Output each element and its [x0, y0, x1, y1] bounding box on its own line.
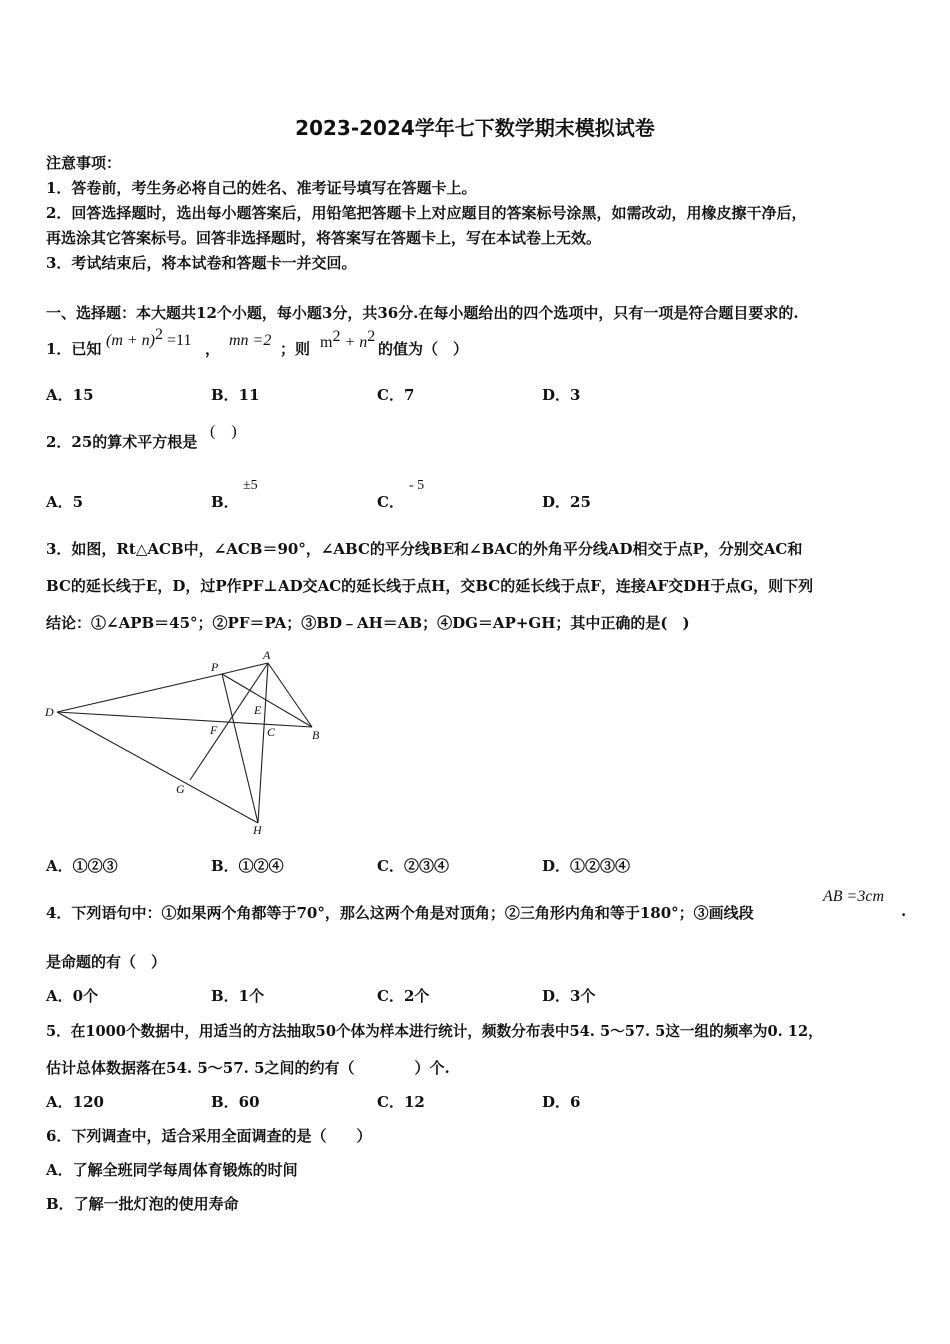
- question-3-line: 结论：①∠APB＝45°；②PF＝PA；③BD﹣AH＝AB；④DG＝AP+GH；其中正确的是( ): [46, 614, 690, 632]
- q2-paren: ( ): [210, 423, 237, 440]
- q1-option-a: A．15: [46, 386, 94, 404]
- q2-option-b: B．: [211, 493, 239, 511]
- q1-prefix: 1．已知: [46, 340, 102, 358]
- segment-PA: [222, 663, 268, 674]
- question-1: [46, 338, 101, 359]
- q4-dot: .: [901, 902, 907, 920]
- q1-option-c: C．7: [377, 386, 415, 404]
- question-3-line: 3．如图，Rt△ACB中，∠ACB＝90°，∠ABC的平分线BE和∠BAC的外角平分线AD相交于点P，分别交AC和: [46, 540, 803, 558]
- notice-item: 2．回答选择题时，选出每小题答案后，用铅笔把答题卡上对应题目的答案标号涂黑，如需改动，用橡皮擦干净后，: [46, 204, 807, 222]
- q4-option-d: D．3个: [542, 987, 596, 1005]
- q1-expr1: $(m + n)^2 =11$: [106, 326, 192, 349]
- segment-DH: [57, 712, 258, 823]
- q3-option-a: A．①②③: [46, 857, 118, 875]
- q2-option-d: D．25: [542, 493, 591, 511]
- q4-option-b: B．1个: [211, 987, 265, 1005]
- q1-option-d: D．3: [542, 386, 581, 404]
- q4-option-c: C．2个: [377, 987, 430, 1005]
- q1-expr3: $m^2 + n^2$: [320, 328, 376, 351]
- q2-option-a: A．5: [46, 493, 84, 511]
- q2-option-c: C．: [377, 493, 404, 511]
- q2-option-c-math: - 5: [409, 478, 425, 493]
- notice-heading: 注意事项：: [46, 154, 122, 172]
- point-label-D: D: [45, 705, 54, 719]
- q5-option-d: D．6: [542, 1093, 581, 1111]
- point-label-E: E: [254, 703, 262, 717]
- notice-item: 再选涂其它答案标号。回答非选择题时，将答案写在答题卡上，写在本试卷上无效。: [46, 229, 602, 247]
- page-title: 2023-2024学年七下数学期末模拟试卷: [295, 116, 655, 140]
- q5-option-a: A．120: [46, 1093, 104, 1111]
- question-5-line: 5．在1000个数据中，用适当的方法抽取50个体为样本进行统计，频数分布表中54. 5～57. 5这一组的频率为0. 12，: [46, 1023, 823, 1040]
- q3-option-d: D．①②③④: [542, 857, 631, 875]
- q3-geometry-figure: [40, 645, 340, 840]
- point-label-F: F: [210, 723, 218, 737]
- question-2: 2．25的算术平方根是: [46, 433, 198, 451]
- point-label-C: C: [267, 725, 276, 739]
- q5-option-c: C．12: [377, 1093, 425, 1111]
- question-3-line: BC的延长线于E，D，过P作PF⊥AD交AC的延长线于点H，交BC的延长线于点F，连接AF交DH于点G，则下列: [46, 577, 814, 595]
- point-label-G: G: [176, 782, 185, 796]
- q3-option-c: C．②③④: [377, 857, 449, 875]
- question-4-line2: 是命题的有（ ）: [46, 953, 167, 971]
- q3-option-b: B．①②④: [211, 857, 284, 875]
- point-label-A: A: [263, 648, 271, 662]
- question-5-line: 估计总体数据落在54. 5～57. 5之间的约有（ ）个.: [46, 1059, 450, 1077]
- segment-AB: [268, 663, 312, 727]
- question-6: 6．下列调查中，适合采用全面调查的是（ ）: [46, 1127, 372, 1145]
- notice-item: 1．答卷前，考生务必将自己的姓名、准考证号填写在答题卡上。: [46, 179, 477, 197]
- point-label-H: H: [253, 823, 262, 837]
- q1-suffix: 的值为（ ）: [378, 340, 469, 358]
- q1-mid: ；则: [280, 340, 311, 358]
- segment-DP: [57, 674, 222, 712]
- q6-option-b: B．了解一批灯泡的使用寿命: [46, 1195, 239, 1213]
- q4-option-a: A．0个: [46, 987, 99, 1005]
- q1-option-b: B．11: [211, 386, 260, 404]
- q2-option-b-math: ±5: [243, 478, 258, 493]
- q1-expr2: mn =2: [229, 332, 272, 349]
- notice-item: 3．考试结束后，将本试卷和答题卡一并交回。: [46, 254, 357, 272]
- section-heading: 一、选择题：本大题共12个小题，每小题3分，共36分.在每小题给出的四个选项中，只有一项是符合题目要求的.: [46, 304, 799, 322]
- question-4: 4．下列语句中：①如果两个角都等于70°，那么这两个角是对顶角；②三角形内角和等于180°；③画线段: [46, 904, 754, 922]
- point-label-B: B: [312, 728, 320, 742]
- point-label-P: P: [211, 660, 219, 674]
- q4-math: AB =3cm: [823, 888, 884, 905]
- segment-AH: [258, 663, 268, 823]
- segment-AG: [190, 663, 268, 780]
- q1-separator: ，: [205, 340, 221, 358]
- segment-PH: [222, 674, 258, 823]
- q6-option-a: A．了解全班同学每周体育锻炼的时间: [46, 1161, 298, 1179]
- q5-option-b: B．60: [211, 1093, 260, 1111]
